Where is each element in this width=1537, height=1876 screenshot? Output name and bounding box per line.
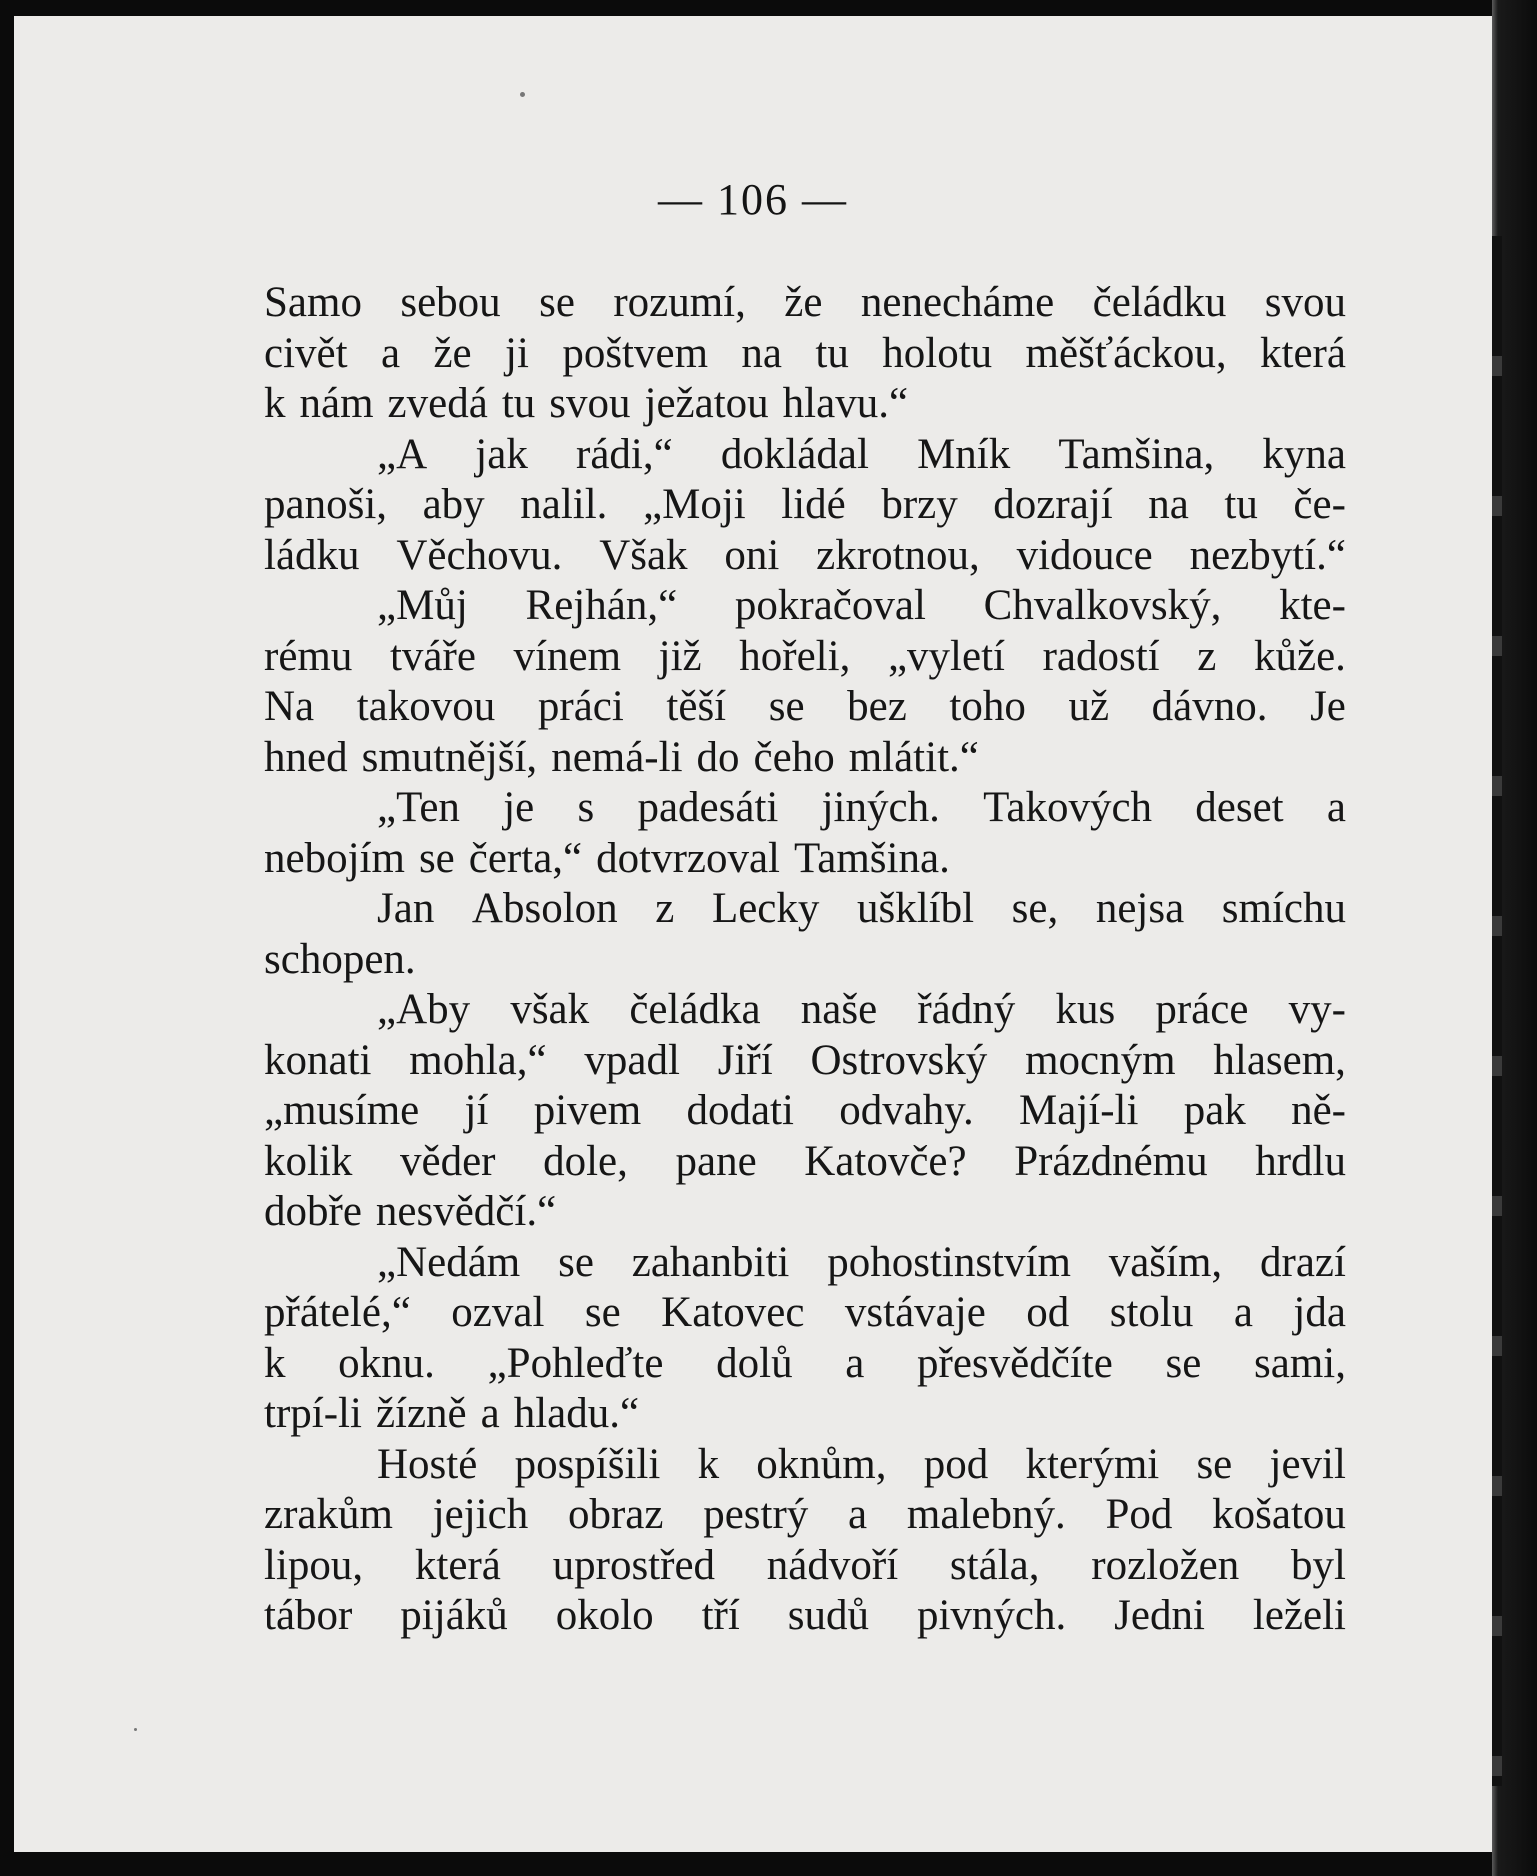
text-line [264,1288,1346,1339]
word: svou [1264,279,1346,326]
word: Však [599,531,688,579]
word: nezbytí.“ [1189,531,1346,579]
word: jejich [432,1491,529,1538]
word: dozrají [993,481,1113,528]
word: hrdlu [1255,1137,1346,1185]
word: „A [377,430,428,478]
word: zkrotnou, [816,531,980,579]
word: tábor [264,1592,353,1639]
book-page [14,16,1492,1852]
text-line [264,1187,1346,1238]
word: Tamšina, [1058,430,1215,478]
text-line [264,430,1346,481]
word: již [658,632,702,680]
word: nám [299,380,374,427]
word: smutnější, [361,733,538,781]
word: kyna [1262,430,1346,478]
word: odvahy. [839,1087,974,1134]
word: tří [701,1592,740,1639]
word: rozumí, [613,279,746,326]
word: „Nedám [377,1238,521,1286]
page-number: — 106 — [658,175,848,224]
word: se, [1011,885,1059,932]
word: panoši, [264,481,388,528]
word: se [1165,1339,1202,1387]
text-line [264,1591,1346,1642]
text-line [264,1541,1346,1592]
word: pospíšili [514,1440,661,1488]
word: nebojím [264,834,405,882]
word: leželi [1252,1592,1346,1639]
word: ušklíbl [856,885,975,932]
word: mlátit.“ [848,733,979,781]
word: jí [464,1087,489,1134]
word: Hosté [377,1440,478,1488]
text-line [264,1389,1346,1440]
word: k [264,380,286,427]
word: „Aby [377,986,471,1033]
text-line [264,278,1346,329]
word: pohostinstvím [827,1238,1071,1286]
text-line [264,581,1346,632]
word: práce [1155,986,1249,1033]
word: holotu [882,329,993,377]
word: je [503,784,535,831]
word: Pod [1105,1491,1173,1538]
word: k [697,1440,720,1488]
word: deset [1195,784,1284,831]
word: vínem [513,632,622,680]
word: radostí [1042,632,1160,680]
word: na [1148,481,1189,528]
text-line [264,1339,1346,1390]
word: kterými [1025,1440,1160,1488]
word: jevil [1269,1440,1346,1488]
word: smíchu [1221,885,1346,932]
word: ozval [451,1289,545,1336]
word: zvedá [387,380,488,427]
word: jda [1293,1289,1346,1336]
word: však [510,986,590,1033]
word: Samo [264,279,362,326]
binding-shadow [1492,236,1502,1786]
text-line [264,935,1346,986]
word: která [414,1541,501,1589]
text-line [264,1086,1346,1137]
word: sebou [400,279,501,326]
word: řádný [917,986,1016,1033]
word: Katovče? [804,1137,967,1185]
word: Lecky [711,885,820,932]
word: tu [501,380,536,427]
word: kus [1055,986,1116,1033]
word: aby [422,481,485,528]
word: s [577,784,595,831]
body-text [264,278,1346,1642]
word: že [433,329,472,377]
word: ji [505,329,529,377]
text-line [264,1137,1346,1188]
text-line [264,1440,1346,1491]
text-line [264,1238,1346,1289]
word: hlasem, [1213,1036,1346,1084]
word: pivem [533,1087,642,1134]
word: jak [475,430,528,478]
word: lipou, [264,1541,364,1589]
word: bez [847,683,907,730]
word: čeládka [629,986,761,1033]
word: Jiří [717,1036,773,1084]
word: která [1260,329,1346,377]
word: vpadl [584,1036,680,1084]
word: dole, [543,1137,628,1185]
word: malebný. [906,1491,1066,1538]
word: kůže. [1253,632,1346,680]
word: lidé [781,481,846,528]
word: „vyletí [887,632,1005,680]
word: dokládal [720,430,869,478]
word: na [741,329,783,377]
word: dolů [716,1339,793,1387]
word: Věchovu. [396,531,563,579]
word: rému [264,632,353,680]
word: přesvědčíte [917,1339,1113,1387]
word: pivných. [916,1592,1067,1639]
word: Na [264,683,315,730]
text-line [264,985,1346,1036]
word: hořeli, [739,632,851,680]
word: oni [724,531,780,579]
word: mocným [1025,1036,1176,1084]
word: Katovec [661,1289,805,1336]
word: dotvrzoval [596,834,781,882]
text-line [264,733,1346,784]
word: nejsa [1095,885,1185,932]
word: těší [666,683,727,730]
word: Je [1310,683,1346,730]
word: ládku [264,531,360,579]
word: stolu [1109,1289,1194,1336]
word: Mník [917,430,1011,478]
text-line [264,783,1346,834]
word: přátelé,“ [264,1289,411,1336]
word: rozložen [1091,1541,1240,1589]
word: práci [537,683,624,730]
word: tu [1224,481,1258,528]
word: kolik [264,1137,353,1185]
word: vy- [1288,986,1346,1033]
word: nalil. [520,481,608,528]
word: brzy [881,481,958,528]
word: už [1068,683,1110,730]
text-line [264,329,1346,380]
text-line [264,1490,1346,1541]
word: Ostrovský [810,1036,988,1084]
word: naše [800,986,878,1033]
word: čerta,“ [468,834,583,882]
word: nesvědčí.“ [375,1188,557,1235]
word: pijáků [400,1592,508,1639]
word: hned [264,733,348,781]
word: a [380,329,401,377]
word: Chvalkovský, [983,582,1222,629]
word: pokračoval [734,582,926,629]
word: dávno. [1151,683,1268,730]
word: od [1026,1289,1070,1336]
word: padesáti [637,784,779,831]
word: kte- [1279,582,1346,629]
word: Absolon [471,885,618,932]
word: že [784,279,823,326]
word: konati [264,1036,372,1084]
word: pod [923,1440,989,1488]
word: vidouce [1016,531,1153,579]
word: takovou [356,683,496,730]
word: z [1197,632,1217,680]
word: do [696,733,740,781]
word: dodati [686,1087,794,1134]
word: uprostřed [552,1541,716,1589]
word: byl [1291,1541,1346,1589]
word: „Ten [377,784,460,831]
word: se [768,683,805,730]
word: hlavu.“ [782,380,909,427]
word: se [584,1289,621,1336]
word: trpí-li [264,1390,362,1437]
word: nenecháme [860,279,1055,326]
word: žízně [375,1390,467,1437]
paper-speck [520,92,525,97]
word: sudů [787,1592,869,1639]
text-line [264,531,1346,582]
word: stála, [949,1541,1040,1589]
word: schopen. [264,935,416,983]
word: tváře [389,632,476,680]
word: a [845,1339,865,1387]
word: se [1196,1440,1233,1488]
word: hladu.“ [513,1390,640,1437]
word: ně- [1291,1087,1346,1134]
word: čeho [753,733,835,781]
text-line [264,632,1346,683]
word: a [480,1390,500,1437]
word: pestrý [703,1491,809,1538]
word: jiných. [821,784,940,831]
word: dobře [264,1188,362,1235]
word: košatou [1212,1491,1346,1538]
word: Tamšina. [794,834,950,882]
paper-speck [134,1728,137,1731]
word: oknu. [338,1339,435,1387]
text-line [264,379,1346,430]
word: sami, [1254,1339,1346,1387]
word: nádvoří [766,1541,899,1589]
word: „Pohleďte [487,1339,664,1387]
word: poštvem [562,329,709,377]
word: se [539,279,575,326]
word: nemá-li [551,733,683,781]
word: Rejhán,“ [525,582,678,629]
word: Takových [983,784,1153,831]
word: mohla,“ [409,1036,547,1084]
word: če- [1293,481,1346,528]
word: toho [949,683,1026,730]
text-line [264,480,1346,531]
word: ježatou [644,380,769,427]
word: a [848,1491,868,1538]
word: měšťáckou, [1025,329,1227,377]
word: se [418,834,455,882]
word: vstávaje [844,1289,986,1336]
word: z [655,885,675,932]
text-line [264,682,1346,733]
word: a [1326,784,1346,831]
word: a [1233,1289,1253,1336]
word: rádi,“ [576,430,673,478]
word: Jedni [1114,1592,1205,1639]
word: okolo [555,1592,654,1639]
text-line [264,834,1346,885]
word: oknům, [756,1440,887,1488]
word: zahanbiti [631,1238,790,1286]
word: čeládku [1092,279,1227,326]
word: civět [264,329,348,377]
word: se [558,1238,594,1286]
word: věder [400,1137,496,1185]
word: pak [1183,1087,1246,1134]
word: k [264,1339,286,1387]
word: „Moji [643,481,746,528]
word: svou [549,380,631,427]
word: vaším, [1108,1238,1223,1286]
word: Jan [377,885,435,932]
word: „Můj [377,582,468,629]
word: Prázdnému [1014,1137,1208,1185]
word: Mají-li [1019,1087,1139,1134]
text-line [264,1036,1346,1087]
word: tu [815,329,849,377]
word: „musíme [264,1087,420,1134]
text-line [264,884,1346,935]
word: obraz [567,1491,664,1538]
word: drazí [1260,1238,1346,1286]
word: pane [675,1137,757,1185]
word: zrakům [264,1491,393,1538]
